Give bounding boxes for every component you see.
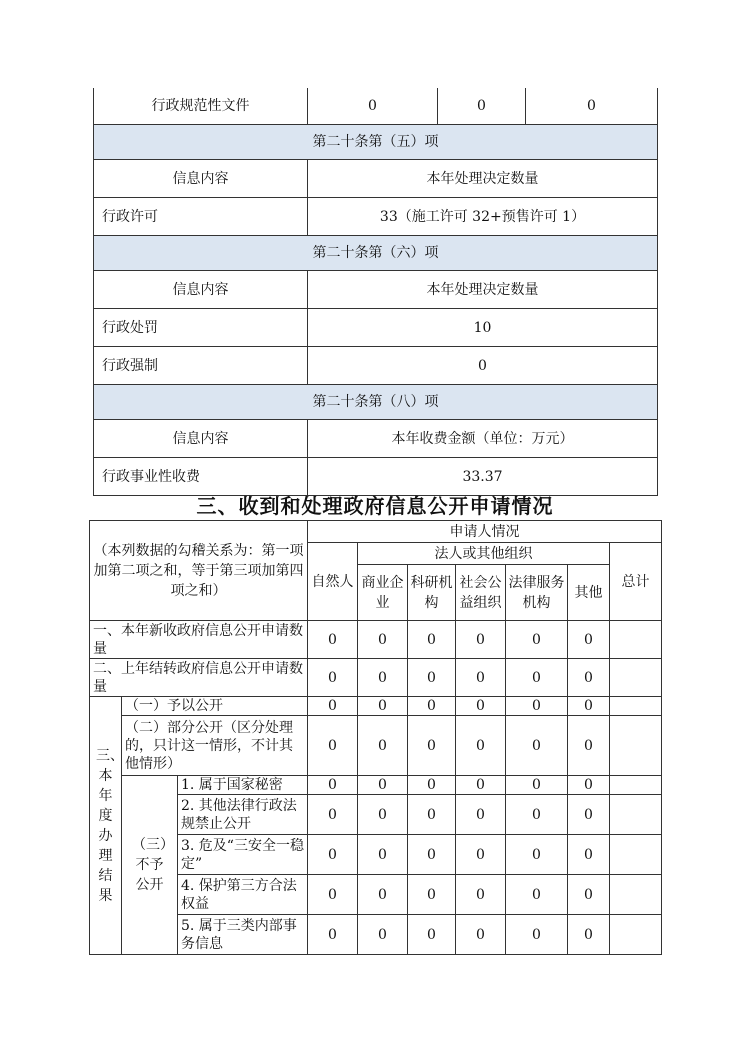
column-header: 信息内容 xyxy=(94,160,308,198)
cell-value: 0 xyxy=(506,875,568,915)
cell-value: 0 xyxy=(506,697,568,716)
table-row xyxy=(94,88,658,125)
cell-value: 0 xyxy=(408,697,456,716)
row-label: 行政规范性文件 xyxy=(94,88,308,125)
table-row xyxy=(94,309,658,347)
row-label: （二）部分公开（区分处理的，只计这一情形，不计其他情形） xyxy=(122,716,308,776)
section-header-row xyxy=(94,125,658,160)
cell-value xyxy=(610,776,662,795)
table-row xyxy=(90,621,662,659)
cell-value: 0 xyxy=(568,835,610,875)
cell-value: 0 xyxy=(526,88,658,125)
cell-value: 0 xyxy=(456,659,506,697)
cell-value: 0 xyxy=(358,659,408,697)
column-header: 信息内容 xyxy=(94,271,308,309)
table-row xyxy=(90,776,662,795)
section-header-row xyxy=(94,385,658,420)
column-header-row xyxy=(94,160,658,198)
cell-value: 0 xyxy=(456,621,506,659)
row-label: 一、本年新收政府信息公开申请数量 xyxy=(90,621,308,659)
cell-value: 0 xyxy=(506,621,568,659)
cell-value: 0 xyxy=(456,716,506,776)
cell-value: 0 xyxy=(438,88,526,125)
column-header-row xyxy=(94,420,658,458)
cell-value: 0 xyxy=(456,697,506,716)
row-label: 行政处罚 xyxy=(94,309,308,347)
row-label: 3. 危及“三安全一稳定” xyxy=(178,835,308,875)
cell-value: 0 xyxy=(408,835,456,875)
cell-value: 0 xyxy=(358,697,408,716)
section-heading: 第二十条第（八）项 xyxy=(94,385,658,420)
column-header: 本年处理决定数量 xyxy=(308,160,658,198)
col-other: 其他 xyxy=(568,565,610,621)
column-header: 本年收费金额（单位：万元） xyxy=(308,420,658,458)
cell-value: 0 xyxy=(408,716,456,776)
cell-value: 0 xyxy=(506,776,568,795)
cell-value: 0 xyxy=(568,795,610,835)
cell-value: 0 xyxy=(506,835,568,875)
cell-value: 0 xyxy=(456,835,506,875)
note-cell: （本列数据的勾稽关系为：第一项加第二项之和，等于第三项加第四项之和） xyxy=(90,521,308,621)
cell-value: 0 xyxy=(308,716,358,776)
cell-value: 0 xyxy=(358,915,408,955)
cell-value: 0 xyxy=(408,915,456,955)
cell-value: 0 xyxy=(308,795,358,835)
applicant-header: 申请人情况 xyxy=(308,521,662,543)
cell-value: 0 xyxy=(456,776,506,795)
cell-value: 0 xyxy=(568,621,610,659)
cell-value: 0 xyxy=(568,659,610,697)
col-total: 总计 xyxy=(610,543,662,621)
cell-value: 0 xyxy=(308,88,438,125)
table-row xyxy=(94,198,658,236)
row-label: 二、上年结转政府信息公开申请数量 xyxy=(90,659,308,697)
cell-value xyxy=(610,621,662,659)
column-header-row xyxy=(94,271,658,309)
cell-value: 0 xyxy=(358,776,408,795)
table-row xyxy=(90,716,662,776)
row-label: 5. 属于三类内部事务信息 xyxy=(178,915,308,955)
cell-value: 0 xyxy=(408,621,456,659)
cell-value xyxy=(610,697,662,716)
column-header: 本年处理决定数量 xyxy=(308,271,658,309)
cell-value: 0 xyxy=(568,716,610,776)
cell-value: 0 xyxy=(568,915,610,955)
row-label: 2. 其他法律行政法规禁止公开 xyxy=(178,795,308,835)
cell-value xyxy=(610,875,662,915)
cell-value: 33（施工许可 32+预售许可 1） xyxy=(308,198,658,236)
cell-value: 0 xyxy=(308,659,358,697)
table-row xyxy=(94,347,658,385)
col-business: 商业企业 xyxy=(358,565,408,621)
cell-value: 0 xyxy=(308,697,358,716)
col-natural-person: 自然人 xyxy=(308,543,358,621)
row-label: 1. 属于国家秘密 xyxy=(178,776,308,795)
cell-value: 0 xyxy=(408,776,456,795)
cell-value: 0 xyxy=(456,795,506,835)
cell-value: 0 xyxy=(358,835,408,875)
section-title: 三、收到和处理政府信息公开申请情况 xyxy=(196,494,554,518)
cell-value: 0 xyxy=(308,835,358,875)
cell-value: 0 xyxy=(408,875,456,915)
cell-value: 0 xyxy=(568,875,610,915)
cell-value: 0 xyxy=(308,776,358,795)
cell-value: 0 xyxy=(308,621,358,659)
col-social: 社会公益组织 xyxy=(456,565,506,621)
cell-value xyxy=(610,835,662,875)
cell-value: 0 xyxy=(568,697,610,716)
cell-value: 0 xyxy=(358,716,408,776)
section-heading: 第二十条第（五）项 xyxy=(94,125,658,160)
cell-value: 10 xyxy=(308,309,658,347)
applications-table xyxy=(89,520,662,955)
cell-value: 0 xyxy=(358,795,408,835)
cell-value: 0 xyxy=(408,659,456,697)
column-header: 信息内容 xyxy=(94,420,308,458)
cell-value xyxy=(610,716,662,776)
cell-value xyxy=(610,659,662,697)
table-row xyxy=(90,659,662,697)
decision-stats-table xyxy=(93,88,658,496)
cell-value: 0 xyxy=(506,915,568,955)
cell-value: 0 xyxy=(308,875,358,915)
row-label: 行政事业性收费 xyxy=(94,458,308,496)
section-heading: 第二十条第（六）项 xyxy=(94,236,658,271)
col-legal-service: 法律服务机构 xyxy=(506,565,568,621)
cell-value xyxy=(610,915,662,955)
nondisclose-label: （三）不予公开 xyxy=(122,776,178,955)
row-label: 4. 保护第三方合法权益 xyxy=(178,875,308,915)
cell-value: 0 xyxy=(358,621,408,659)
row-label: 行政强制 xyxy=(94,347,308,385)
cell-value: 0 xyxy=(408,795,456,835)
cell-value: 0 xyxy=(358,875,408,915)
cell-value: 33.37 xyxy=(308,458,658,496)
table-row xyxy=(90,697,662,716)
cell-value: 0 xyxy=(308,915,358,955)
group3-label: 三、本年度办理结果 xyxy=(90,697,122,955)
cell-value: 0 xyxy=(506,659,568,697)
row-label: 行政许可 xyxy=(94,198,308,236)
col-research: 科研机构 xyxy=(408,565,456,621)
legal-entity-header: 法人或其他组织 xyxy=(358,543,610,565)
cell-value: 0 xyxy=(456,915,506,955)
cell-value: 0 xyxy=(506,795,568,835)
cell-value xyxy=(610,795,662,835)
cell-value: 0 xyxy=(308,347,658,385)
header-row xyxy=(90,521,662,543)
row-label: （一）予以公开 xyxy=(122,697,308,716)
cell-value: 0 xyxy=(568,776,610,795)
cell-value: 0 xyxy=(456,875,506,915)
section-header-row xyxy=(94,236,658,271)
cell-value: 0 xyxy=(506,716,568,776)
